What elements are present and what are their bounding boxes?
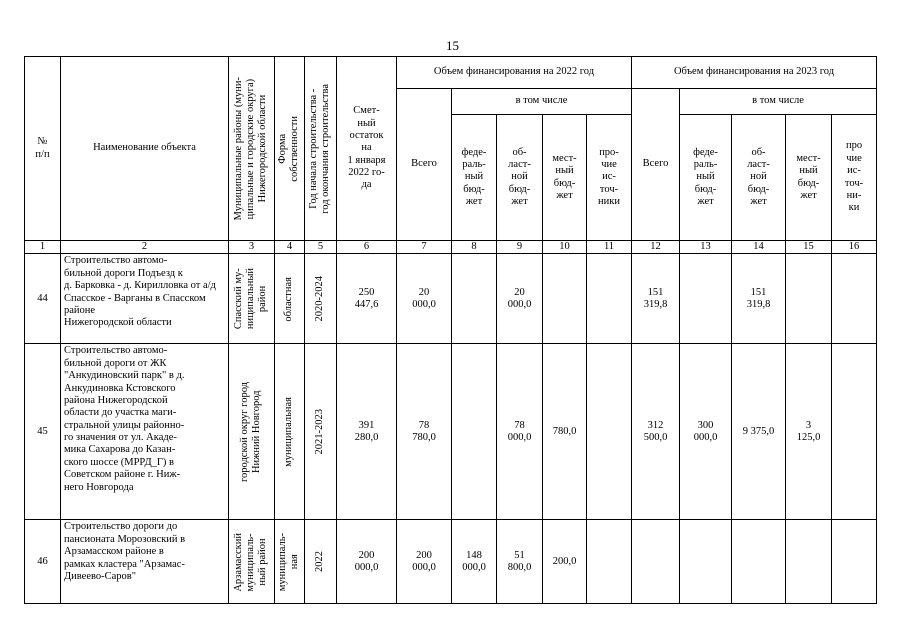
- other-2023: [832, 254, 877, 344]
- header-local-2023: мест- ный бюд- жет: [786, 115, 832, 241]
- row-number: 46: [25, 520, 61, 604]
- row-number: 44: [25, 254, 61, 344]
- table-row: [25, 344, 877, 520]
- other-2022: [587, 344, 632, 520]
- regional-2023: 151 319,8: [732, 254, 786, 344]
- row-number: 45: [25, 344, 61, 520]
- object-name: Строительство автомо- бильной дороги Подъезд к д. Барковка - д. Кирилловка от а/д Спасское - Варганы в Спасском районе Нижегородской области: [61, 254, 229, 344]
- object-name: Строительство дороги до пансионата Морозовский в Арзамасском районе в рамках кластера "Арзамас- Дивеево-Саров": [61, 520, 229, 604]
- column-number: 9: [497, 241, 543, 254]
- column-number: 10: [543, 241, 587, 254]
- table-row: [25, 520, 877, 604]
- years: 2022: [305, 520, 337, 604]
- ownership: областная: [275, 254, 305, 344]
- header-local-2022: мест- ный бюд- жет: [543, 115, 587, 241]
- column-number: 3: [229, 241, 275, 254]
- local-2023: 3 125,0: [786, 344, 832, 520]
- table-row: [25, 254, 877, 344]
- ownership: муниципальная: [275, 344, 305, 520]
- local-2022: 200,0: [543, 520, 587, 604]
- header-years: Год начала строительства - год окончания строительства: [305, 57, 337, 241]
- total-2022: 20 000,0: [397, 254, 452, 344]
- header-num: № п/п: [25, 57, 61, 241]
- header-ownership: Форма собственности: [275, 57, 305, 241]
- regional-2023: 9 375,0: [732, 344, 786, 520]
- header-regional-2022: об- ласт- ной бюд- жет: [497, 115, 543, 241]
- total-2023: 151 319,8: [632, 254, 680, 344]
- federal-2022: [452, 344, 497, 520]
- column-number: 15: [786, 241, 832, 254]
- remainder: 250 447,6: [337, 254, 397, 344]
- column-number: 7: [397, 241, 452, 254]
- header-federal-2022: феде- раль- ный бюд- жет: [452, 115, 497, 241]
- header-other-2022: про- чие ис- точ- ники: [587, 115, 632, 241]
- header-total-2022: Всего: [397, 89, 452, 241]
- federal-2022: 148 000,0: [452, 520, 497, 604]
- total-2022: 200 000,0: [397, 520, 452, 604]
- header-fin-2023: Объем финансирования на 2023 год: [632, 57, 877, 89]
- federal-2023: [680, 520, 732, 604]
- header-name: Наименование объекта: [61, 57, 229, 241]
- other-2022: [587, 520, 632, 604]
- header-federal-2023: феде- раль- ный бюд- жет: [680, 115, 732, 241]
- local-2022: [543, 254, 587, 344]
- federal-2023: [680, 254, 732, 344]
- local-2023: [786, 520, 832, 604]
- column-number: 6: [337, 241, 397, 254]
- other-2023: [832, 520, 877, 604]
- column-number: 4: [275, 241, 305, 254]
- district: Спасский му- ниципальный район: [229, 254, 275, 344]
- district: городской округ город Нижний Новгород: [229, 344, 275, 520]
- years: 2021-2023: [305, 344, 337, 520]
- column-number: 5: [305, 241, 337, 254]
- federal-2022: [452, 254, 497, 344]
- header-districts: Муниципальные районы (муни- ципальные и городские округа) Нижегородской области: [229, 57, 275, 241]
- other-2023: [832, 344, 877, 520]
- total-2022: 78 780,0: [397, 344, 452, 520]
- column-number: 16: [832, 241, 877, 254]
- local-2023: [786, 254, 832, 344]
- header-total-2023: Всего: [632, 89, 680, 241]
- remainder: 200 000,0: [337, 520, 397, 604]
- regional-2022: 20 000,0: [497, 254, 543, 344]
- district: Арзамасский муниципаль- ный район: [229, 520, 275, 604]
- column-number-row: [25, 241, 877, 254]
- column-number: 11: [587, 241, 632, 254]
- federal-2023: 300 000,0: [680, 344, 732, 520]
- header-other-2023: про чие ис- точ- ни- ки: [832, 115, 877, 241]
- total-2023: 312 500,0: [632, 344, 680, 520]
- regional-2023: [732, 520, 786, 604]
- regional-2022: 78 000,0: [497, 344, 543, 520]
- object-name: Строительство автомо- бильной дороги от ЖК "Анкудиновский парк" в д. Анкудиновка Кстовского района Нижегородской области до участка маги- стральной улицы районно- го значения от ул. Акаде- мика Сахарова до Казан- ского шоссе (МРРД_Г) в Советском районе г. Ниж- него Новгорода: [61, 344, 229, 520]
- header-row-1: [25, 57, 877, 89]
- header-fin-2022: Объем финансирования на 2022 год: [397, 57, 632, 89]
- column-number: 12: [632, 241, 680, 254]
- financing-table: [24, 56, 877, 604]
- header-including-2023: в том числе: [680, 89, 877, 115]
- column-number: 2: [61, 241, 229, 254]
- page-number: 15: [446, 38, 459, 53]
- other-2022: [587, 254, 632, 344]
- ownership: муниципаль- ная: [275, 520, 305, 604]
- regional-2022: 51 800,0: [497, 520, 543, 604]
- years: 2020-2024: [305, 254, 337, 344]
- column-number: 14: [732, 241, 786, 254]
- column-number: 13: [680, 241, 732, 254]
- column-number: 8: [452, 241, 497, 254]
- header-remainder: Смет- ный остаток на 1 января 2022 го- да: [337, 57, 397, 241]
- header-regional-2023: об- ласт- ной бюд- жет: [732, 115, 786, 241]
- header-including-2022: в том числе: [452, 89, 632, 115]
- column-number: 1: [25, 241, 61, 254]
- total-2023: [632, 520, 680, 604]
- remainder: 391 280,0: [337, 344, 397, 520]
- local-2022: 780,0: [543, 344, 587, 520]
